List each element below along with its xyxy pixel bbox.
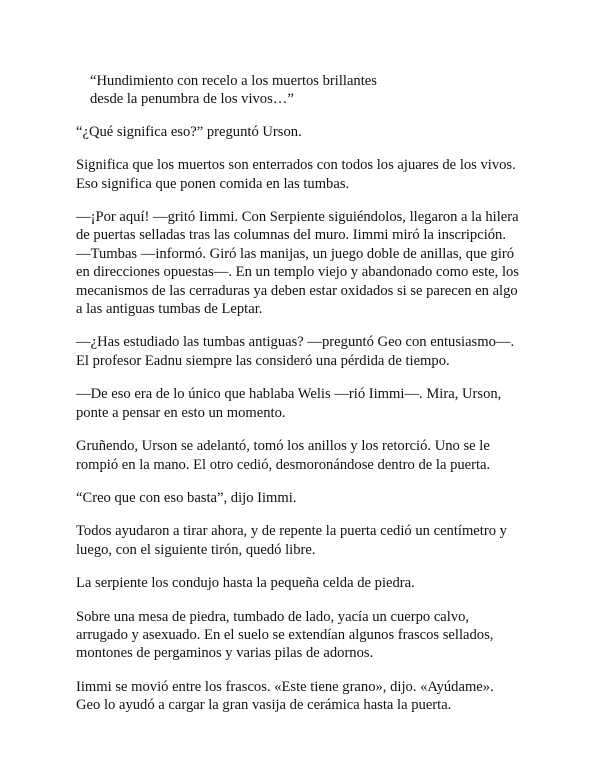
verse-line: desde la penumbra de los vivos…” bbox=[90, 91, 294, 108]
paragraph bbox=[76, 574, 546, 592]
text-line: Iimmi se movió entre los frascos. «Este tiene grano», dijo. «Ayúdame». bbox=[76, 678, 494, 695]
text-line: de puertas selladas tras las columnas del muro. Iimmi miró la inscripción. bbox=[76, 227, 507, 244]
text-line: arrugado y asexuado. En el suelo se extendían algunos frascos sellados, bbox=[76, 626, 494, 643]
verse-line: “Hundimiento con recelo a los muertos brillantes bbox=[90, 73, 377, 89]
text-line: —De eso era de lo único que hablaba Welis —rió Iimmi—. Mira, Urson, bbox=[76, 386, 502, 403]
text-line: “Creo que con eso basta”, dijo Iimmi. bbox=[76, 489, 297, 506]
paragraph bbox=[76, 437, 546, 474]
text-line: a las antiguas tumbas de Leptar. bbox=[76, 301, 263, 318]
verse-quote bbox=[76, 72, 546, 109]
text-line: rompió en la mano. El otro cedió, desmoronándose dentro de la puerta. bbox=[76, 456, 491, 473]
paragraph bbox=[76, 333, 546, 370]
text-line: Geo lo ayudó a cargar la gran vasija de cerámica hasta la puerta. bbox=[76, 697, 452, 714]
text-line: mecanismos de las cerraduras ya deben estar oxidados si se parecen en algo bbox=[76, 282, 518, 299]
text-line: El profesor Eadnu siempre las consideró una pérdida de tiempo. bbox=[76, 352, 450, 369]
text-line: Significa que los muertos son enterrados con todos los ajuares de los vivos. bbox=[76, 157, 516, 174]
paragraph bbox=[76, 522, 546, 559]
text-line: ponte a pensar en esto un momento. bbox=[76, 404, 286, 421]
document-page bbox=[76, 72, 546, 730]
text-line: —¡Por aquí! —gritó Iimmi. Con Serpiente siguiéndolos, llegaron a la hilera bbox=[76, 209, 519, 226]
text-line: Sobre una mesa de piedra, tumbado de lado, yacía un cuerpo calvo, bbox=[76, 608, 470, 625]
text-line: —¿Has estudiado las tumbas antiguas? —preguntó Geo con entusiasmo—. bbox=[76, 334, 515, 351]
paragraph bbox=[76, 156, 546, 193]
paragraph bbox=[76, 385, 546, 422]
paragraph bbox=[76, 123, 546, 141]
text-line: Gruñendo, Urson se adelantó, tomó los anillos y los retorció. Uno se le bbox=[76, 438, 490, 455]
text-line: “¿Qué significa eso?” preguntó Urson. bbox=[76, 123, 302, 140]
text-line: Eso significa que ponen comida en las tumbas. bbox=[76, 175, 350, 192]
text-line: Todos ayudaron a tirar ahora, y de repente la puerta cedió un centímetro y bbox=[76, 523, 507, 540]
paragraph bbox=[76, 489, 546, 507]
text-line: —Tumbas —informó. Giró las manijas, un juego doble de anillas, que giró bbox=[76, 245, 515, 262]
paragraph bbox=[76, 608, 546, 663]
text-line: montones de pergaminos y varias pilas de adornos. bbox=[76, 645, 374, 662]
text-line: en direcciones opuestas—. En un templo viejo y abandonado como este, los bbox=[76, 264, 519, 281]
paragraph bbox=[76, 208, 546, 318]
text-line: La serpiente los condujo hasta la pequeña celda de piedra. bbox=[76, 575, 415, 592]
text-line: luego, con el siguiente tirón, quedó libre. bbox=[76, 541, 316, 558]
paragraph bbox=[76, 678, 546, 715]
